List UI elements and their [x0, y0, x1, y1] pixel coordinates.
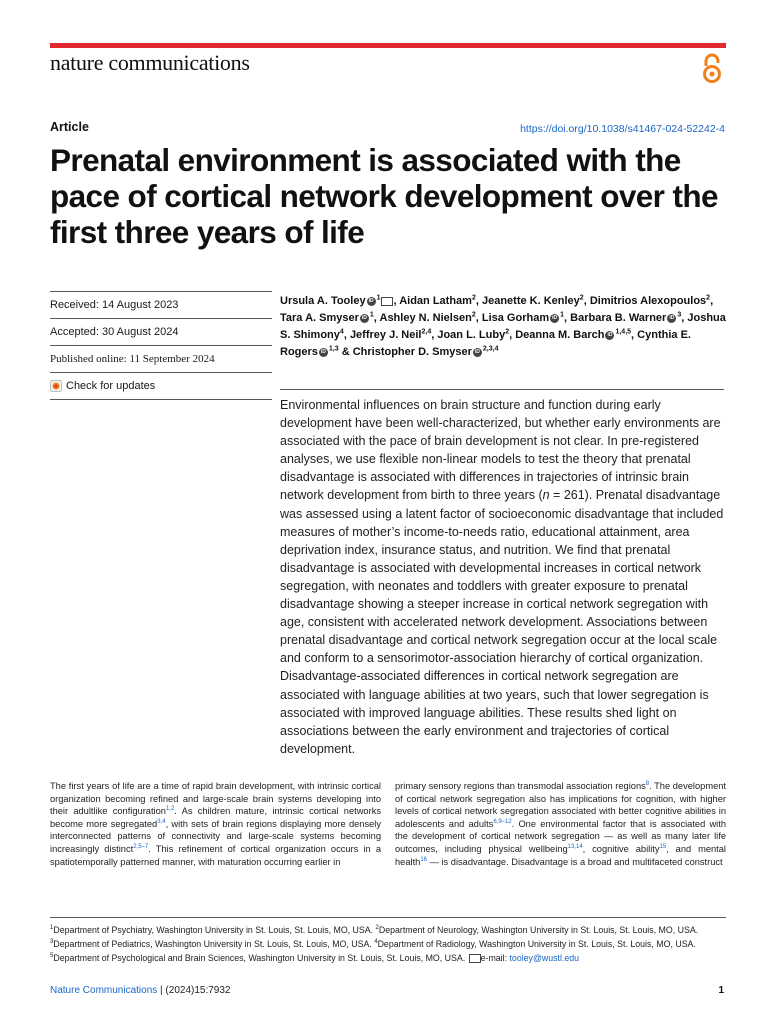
author-affiliation: 1,3	[328, 345, 339, 353]
body-text: , with sets of brain regions displaying more densely interconnected patterns of connectivity and large-scale systems becoming increasingly distinct	[50, 818, 381, 854]
page-number: 1	[718, 985, 724, 996]
email-label: e-mail:	[480, 953, 510, 963]
orcid-icon[interactable]: iD	[607, 331, 613, 338]
author-name[interactable]: Ursula A. Tooley	[280, 295, 366, 307]
author-name[interactable]: Jeffrey J. Neil	[349, 329, 422, 341]
author-separator: ,	[509, 329, 516, 341]
author-name[interactable]: Joshua S. Shimony	[280, 312, 726, 341]
reference-link[interactable]: 3,4	[157, 818, 166, 825]
body-column-right	[395, 780, 726, 868]
reference-link[interactable]: 6,9–12	[493, 818, 512, 825]
orcid-icon[interactable]: iD	[368, 297, 374, 304]
author-affiliation: 2,4	[421, 328, 432, 336]
body-text: . The development of cortical network segregation also has implications for cognition, with higher levels of cortical network segregation associated with better cognitive abilities in adolescents and adults	[395, 781, 726, 829]
author-affiliation: 2	[471, 311, 476, 319]
affiliation: Department of Pediatrics, Washington University in St. Louis, St. Louis, MO, USA.	[53, 939, 375, 949]
author-name[interactable]: Aidan Latham	[399, 295, 472, 307]
affiliations	[50, 917, 726, 965]
author-separator: ,	[631, 329, 638, 341]
body-text: . This refinement of cortical organization occurs in a spatiotemporally patterned manner, with maturation occurring earlier in	[50, 843, 381, 867]
orcid-icon[interactable]: iD	[552, 314, 558, 321]
author-name[interactable]: Ashley N. Nielsen	[379, 312, 472, 324]
affiliation: Department of Radiology, Washington University in St. Louis, St. Louis, MO, USA.	[377, 939, 696, 949]
body-text: . As children mature, intrinsic cortical networks become more segregated	[50, 806, 381, 829]
author-name[interactable]: Barbara B. Warner	[570, 312, 667, 324]
author-affiliation: 1	[376, 294, 381, 302]
email-link[interactable]: tooley@wustl.edu	[509, 953, 580, 963]
header-rule	[50, 43, 726, 48]
body-text: . One environmental factor that is associated with the development of cortical network segregation — as well as many later life outcomes, including physical wellbeing	[395, 818, 726, 854]
author-separator: ,	[393, 295, 400, 307]
body-text: , cognitive ability	[582, 843, 660, 854]
author-affiliation: 1,4,5	[615, 328, 632, 336]
body-text: , and mental health	[395, 843, 727, 867]
abstract-text-2: = 261). Prenatal disadvantage was assessed using a latent factor of socioeconomic disadvantage that included measures of mother’s income-to-needs ratio, educational attainment, area deprivation index, insurance status, and nutrition. We find that prenatal disadvantage is associated with developmental increases in cortical network segregation, with neonates and toddlers with greater exposure to prenatal disadvantage showing a steeper increase in cortical network segregation with age, consistent with accelerated network development. Associations between prenatal disadvantage and cortical network segregation occur at the local scale and conform to a sensorimotor-association hierarchy of cortical organization. Disadvantage-associated differences in cortical network segregation are associated with language abilities at two years, such that lower segregation is associated with improved language abilities. These results shed light on associations between the early environment and trajectories of cortical development.	[280, 488, 724, 756]
corresponding-mail-icon[interactable]	[381, 297, 393, 306]
author-affiliation: 2	[579, 294, 584, 302]
author-name[interactable]: Lisa Gorham	[481, 312, 550, 324]
orcid-icon[interactable]: iD	[474, 348, 480, 355]
affiliation: Department of Psychological and Brain Sciences, Washington University in St. Louis, St. Louis, MO, USA.	[53, 953, 468, 963]
page-title: Prenatal environment is associated with the pace of cortical network development over the first three years of life	[50, 142, 718, 250]
body-text: primary sensory regions than transmodal association regions	[395, 781, 646, 791]
author-separator: ,	[710, 295, 714, 307]
author-name[interactable]: Dimitrios Alexopoulos	[589, 295, 707, 307]
author-name[interactable]: Joan L. Luby	[437, 329, 506, 341]
author-name[interactable]: Cynthia E. Rogers	[280, 329, 691, 358]
author-separator: ,	[343, 329, 350, 341]
footer-citation	[50, 985, 230, 996]
abstract	[280, 389, 724, 758]
affiliation-number: 1	[50, 925, 54, 932]
body-column-left	[50, 780, 381, 868]
article-type: Article	[50, 120, 89, 134]
body-text: — is disadvantage. Disadvantage is a broad and multifaceted construct	[427, 856, 723, 867]
check-updates-label: Check for updates	[66, 380, 156, 392]
reference-link[interactable]: 2,5–7	[133, 843, 149, 850]
author-name[interactable]: Jeanette K. Kenley	[481, 295, 580, 307]
footer-journal-link[interactable]: Nature Communications	[50, 985, 158, 996]
footer-citation-text: | (2024)15:7932	[160, 985, 231, 996]
affiliation: Department of Neurology, Washington University in St. Louis, St. Louis, MO, USA.	[378, 925, 699, 935]
affiliation-number: 3	[50, 939, 54, 946]
check-updates-button[interactable]	[50, 372, 272, 400]
published-date: Published online: 11 September 2024	[50, 345, 272, 372]
author-separator: ,	[431, 329, 438, 341]
email-icon	[469, 954, 481, 963]
author-separator: ,	[681, 312, 688, 324]
check-updates-icon	[50, 380, 62, 392]
reference-link[interactable]: 13,14	[567, 843, 583, 850]
affiliation-number: 4	[374, 939, 378, 946]
author-separator: ,	[475, 312, 482, 324]
author-affiliation: 2	[706, 294, 711, 302]
author-name[interactable]: Christopher D. Smyser	[352, 346, 472, 358]
reference-link[interactable]: 16	[420, 856, 428, 863]
author-affiliation: 2	[505, 328, 510, 336]
author-separator: ,	[475, 295, 482, 307]
author-affiliation: 1	[369, 311, 374, 319]
author-list	[280, 293, 730, 361]
reference-link[interactable]: 1,2	[165, 806, 175, 813]
doi-link[interactable]: https://doi.org/10.1038/s41467-024-52242-4	[520, 123, 725, 135]
reference-link[interactable]: 8	[645, 780, 650, 787]
orcid-icon[interactable]: iD	[669, 314, 675, 321]
author-affiliation: 1	[560, 311, 565, 319]
author-separator: ,	[564, 312, 571, 324]
author-affiliation: 3	[677, 311, 682, 319]
orcid-icon[interactable]: iD	[320, 348, 326, 355]
author-affiliation: 2	[471, 294, 476, 302]
affiliation-number: 5	[50, 953, 54, 960]
open-access-icon	[700, 53, 724, 85]
author-name[interactable]: Tara A. Smyser	[280, 312, 359, 324]
dates-panel	[50, 291, 272, 400]
author-affiliation: 2,3,4	[482, 345, 499, 353]
orcid-icon[interactable]: iD	[361, 314, 367, 321]
author-affiliation: 4	[339, 328, 344, 336]
abstract-text-1: Environmental influences on brain structure and function during early development have been well-characterized, but whether early environments are associated with the pace of brain development is not clear. In pre-registered analyses, we use flexible non-linear models to test the theory that prenatal disadvantage is associated with differences in trajectories of intrinsic brain network development from birth to three years (	[280, 398, 721, 503]
received-date: Received: 14 August 2023	[50, 291, 272, 318]
author-separator: &	[338, 346, 353, 358]
reference-link[interactable]: 15	[659, 843, 667, 850]
abstract-n-var: n	[542, 488, 550, 503]
author-name[interactable]: Deanna M. Barch	[515, 329, 605, 341]
affiliation-number: 2	[375, 925, 379, 932]
affiliation: Department of Psychiatry, Washington University in St. Louis, St. Louis, MO, USA.	[53, 925, 376, 935]
accepted-date: Accepted: 30 August 2024	[50, 318, 272, 345]
author-separator: ,	[583, 295, 590, 307]
author-separator: ,	[373, 312, 380, 324]
body-text: The first years of life are a time of rapid brain development, with intrinsic cortical organization becoming refined and large-scale brain systems developing into their adultlike configuration	[50, 781, 381, 817]
journal-name[interactable]: nature communications	[50, 50, 250, 75]
